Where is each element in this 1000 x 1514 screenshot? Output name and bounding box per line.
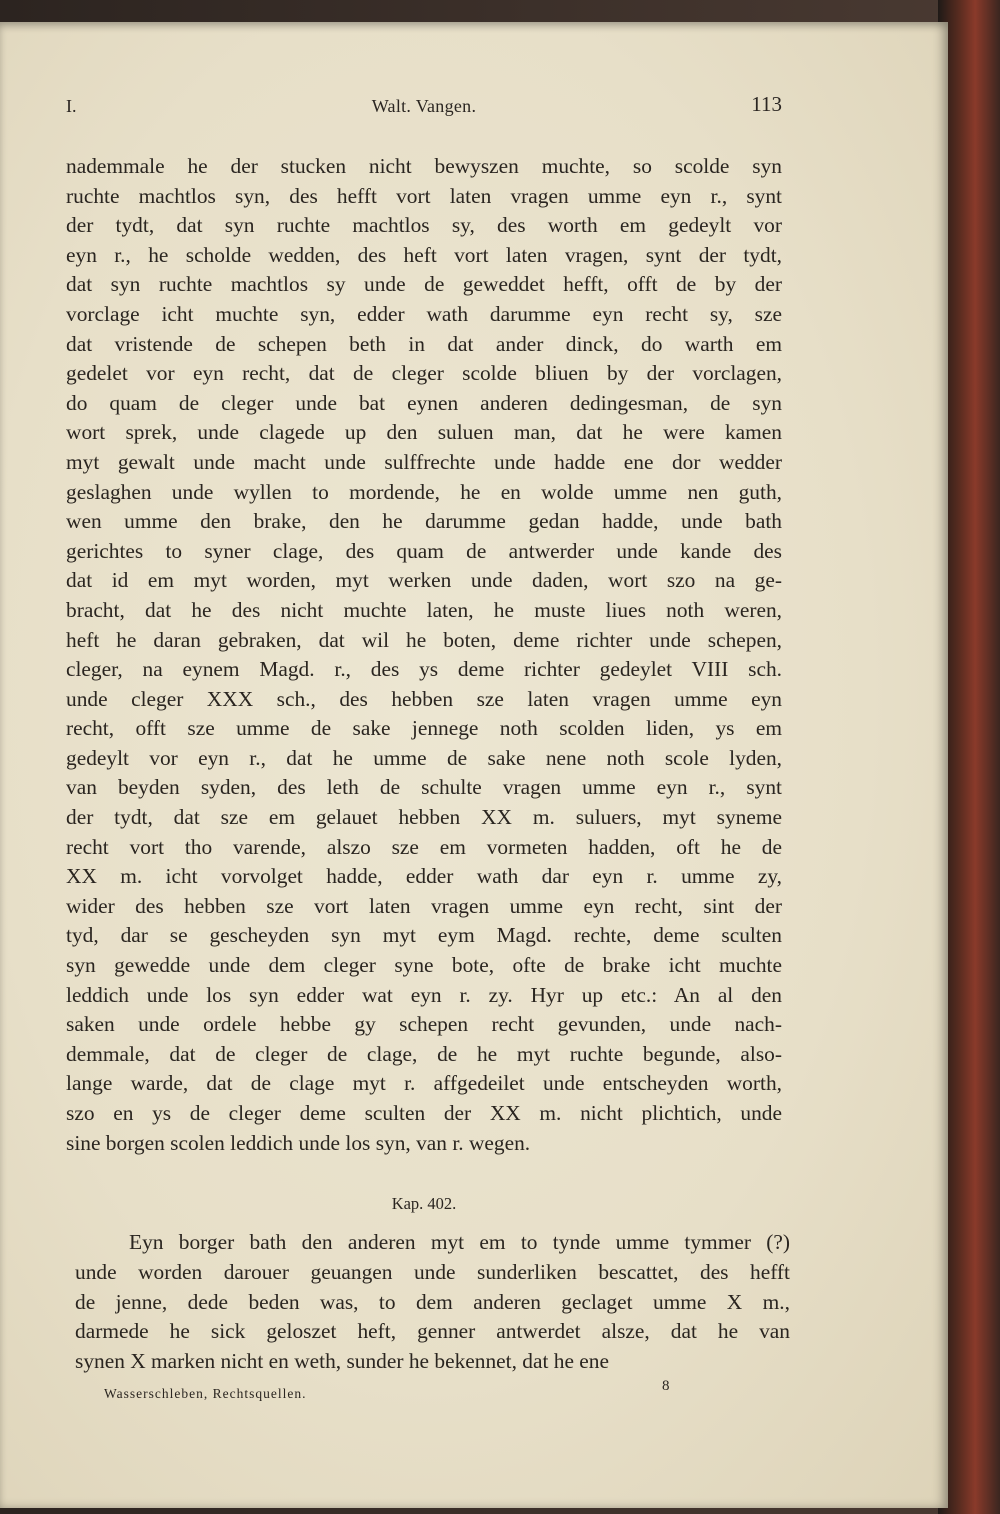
text-line: myt gewalt unde macht unde sulffrechte unde hadde ene dor wedder	[66, 449, 782, 474]
text-line: darmede he sick geloszet heft, genner antwerdet alsze, dat he van	[75, 1319, 790, 1344]
text-line: szo en ys de cleger deme sculten der XX m. nicht plichtich, unde	[66, 1101, 782, 1125]
text-line: van beyden syden, des leth de schulte vragen umme eyn r., synt	[66, 775, 782, 800]
text-line: unde worden darouer geuangen unde sunderliken bescattet, des hefft	[75, 1259, 790, 1284]
text-line: lange warde, dat de clage myt r. affgedeilet unde entscheyden worth,	[66, 1071, 782, 1096]
chapter-text-block	[75, 1228, 790, 1377]
text-line: cleger, na eynem Magd. r., des ys deme richter gedeylet VIII sch.	[66, 657, 782, 682]
text-line: unde cleger XXX sch., des hebben sze laten vragen umme eyn	[66, 686, 782, 711]
text-line: recht, offt sze umme de sake jennege noth scolden liden, ys em	[66, 716, 782, 741]
text-line: sine borgen scolen leddich unde los syn, van r. wegen.	[66, 1130, 531, 1155]
text-line: recht vort tho varende, alszo sze em vormeten hadden, oft he de	[66, 834, 782, 859]
text-line: gedelet vor eyn recht, dat de cleger scolde bliuen by der vorclagen,	[66, 361, 782, 386]
text-line: wort sprek, unde clagede up den suluen man, dat he were kamen	[66, 420, 782, 445]
text-line: de jenne, dede beden was, to dem anderen geclaget umme X m.,	[75, 1289, 790, 1314]
text-line: eyn r., he scholde wedden, des heft vort laten vragen, synt der tydt,	[66, 242, 782, 267]
text-line: XX m. icht vorvolget hadde, edder wath dar eyn r. umme zy,	[66, 864, 782, 889]
page-number: 113	[751, 92, 782, 116]
text-line: leddich unde los syn edder wat eyn r. zy. Hyr up etc.: An al den	[66, 982, 782, 1007]
text-line: Eyn borger bath den anderen myt em to tynde umme tymmer (?)	[129, 1230, 790, 1254]
text-line: dat id em myt worden, myt werken unde daden, wort szo na ge-	[66, 568, 782, 593]
text-line: ruchte machtlos syn, des hefft vort laten vragen umme eyn r., synt	[66, 183, 782, 208]
text-line: gedeylt vor eyn r., dat he umme de sake nene noth scole lyden,	[66, 745, 782, 770]
text-line: tyd, dar se gescheyden syn myt eym Magd. rechte, deme sculten	[66, 923, 782, 948]
text-line: dat syn ruchte machtlos sy unde de geweddet hefft, offt de by der	[66, 272, 782, 297]
running-header	[66, 92, 782, 126]
text-line: vorclage icht muchte syn, edder wath darumme eyn recht sy, sze	[66, 301, 782, 326]
text-line: nademmale he der stucken nicht bewyszen muchte, so scolde syn	[66, 154, 782, 178]
section-number: I.	[66, 96, 77, 116]
text-line: dat vristende de schepen beth in dat ander dinck, do warth em	[66, 331, 782, 356]
text-line: saken unde ordele hebbe gy schepen recht gevunden, unde nach-	[66, 1012, 782, 1037]
chapter-heading: Kap. 402.	[391, 1194, 457, 1213]
text-line: bracht, dat he des nicht muchte laten, he muste liues noth weren,	[66, 597, 782, 622]
text-line: der tydt, dat syn ruchte machtlos sy, des worth em gedeylt vor	[66, 213, 782, 238]
text-line: gerichtes to syner clage, des quam de antwerder unde kande des	[66, 538, 782, 563]
text-line: demmale, dat de cleger de clage, de he myt ruchte begunde, also-	[66, 1041, 782, 1066]
page-footer	[104, 1378, 704, 1408]
text-line: do quam de cleger unde bat eynen anderen dedingesman, de syn	[66, 390, 782, 415]
text-line: geslaghen unde wyllen to mordende, he en wolde umme nen guth,	[66, 479, 782, 504]
main-text-block	[66, 152, 782, 1158]
text-line: wen umme den brake, den he darumme gedan hadde, unde bath	[66, 509, 782, 534]
signature-mark: 8	[662, 1378, 670, 1394]
text-line: syn gewedde unde dem cleger syne bote, ofte de brake icht muchte	[66, 953, 782, 978]
running-title: Walt. Vangen.	[371, 96, 477, 116]
text-line: heft he daran gebraken, dat wil he boten, deme richter unde schepen,	[66, 627, 782, 652]
text-line: wider des hebben sze vort laten vragen umme eyn recht, sint der	[66, 893, 782, 918]
text-line: der tydt, dat sze em gelauet hebben XX m. suluers, myt syneme	[66, 805, 782, 830]
text-line: synen X marken nicht en weth, sunder he bekennet, dat he ene	[75, 1349, 609, 1374]
footer-source: Wasserschleben, Rechtsquellen.	[104, 1386, 307, 1401]
